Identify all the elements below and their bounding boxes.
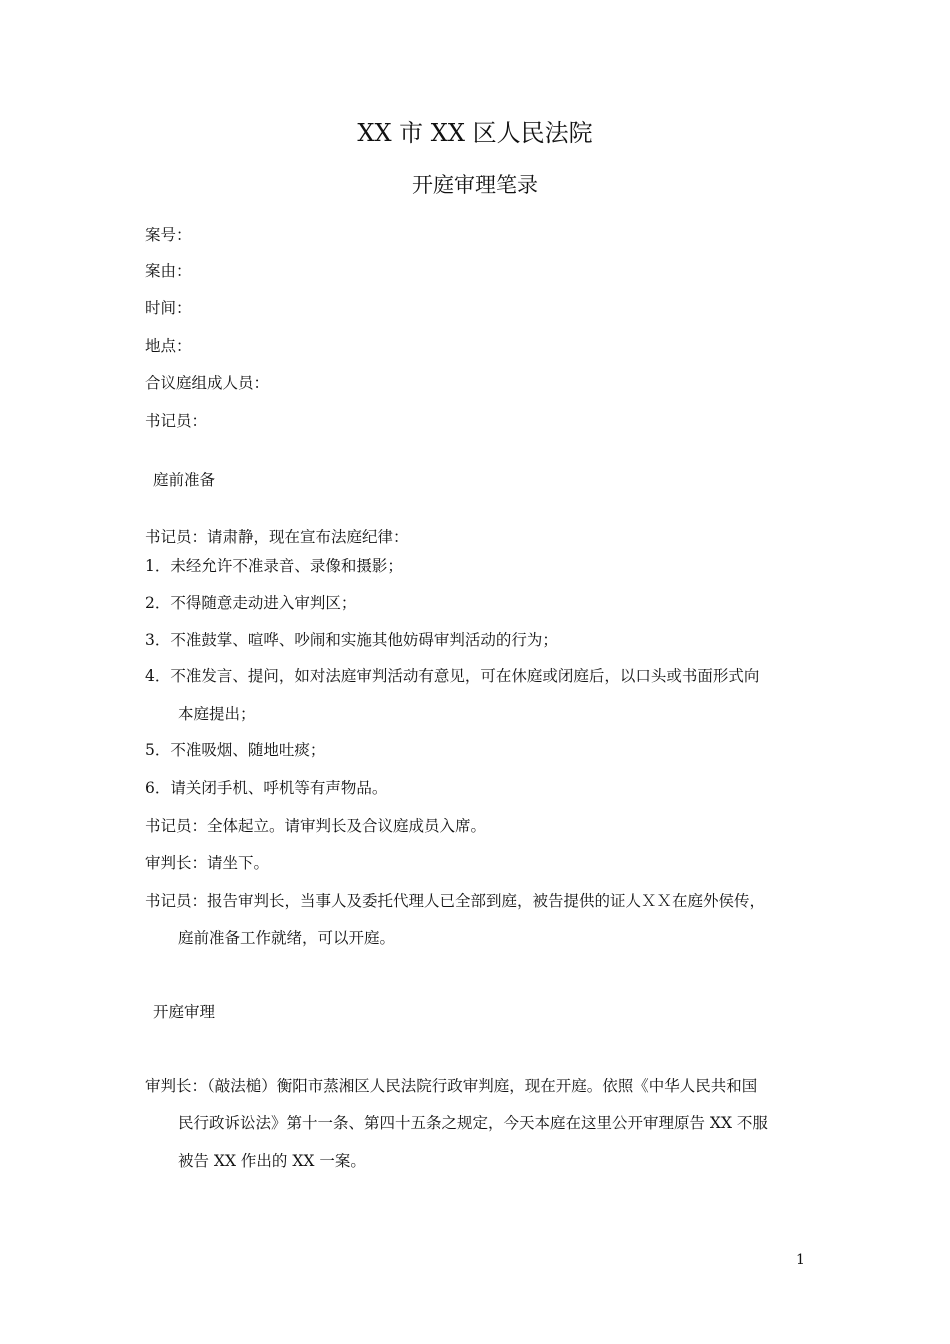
case-number-label: 案号： — [145, 226, 192, 244]
preparation-line-continuation: 庭前准备工作就绪，可以开庭。 — [178, 929, 396, 947]
rule-item-continuation: 本庭提出； — [178, 705, 256, 723]
record-title: 开庭审理笔录 — [412, 173, 538, 197]
rule-item: 1．未经允许不准录音、录像和摄影； — [145, 557, 403, 575]
preparation-line: 书记员：请肃静，现在宣布法庭纪律： — [145, 528, 409, 546]
trial-line: 审判长：（敲法槌）衡阳市蒸湘区人民法院行政审判庭，现在开庭。依照《中华人民共和国 — [145, 1077, 758, 1095]
preparation-line: 书记员：全体起立。请审判长及合议庭成员入席。 — [145, 817, 487, 835]
rule-item: 6．请关闭手机、呼机等有声物品。 — [145, 779, 388, 797]
clerk-label: 书记员： — [145, 412, 208, 430]
rule-item: 3．不准鼓掌、喧哗、吵闹和实施其他妨碍审判活动的行为； — [145, 631, 558, 649]
section-heading-preparation: 庭前准备 — [153, 471, 216, 489]
rule-item: 4．不准发言、提问，如对法庭审判活动有意见，可在休庭或闭庭后，以口头或书面形式向 — [145, 667, 760, 685]
preparation-line: 审判长：请坐下。 — [145, 854, 270, 872]
preparation-line: 书记员：报告审判长，当事人及委托代理人已全部到庭，被告提供的证人ＸＸ在庭外侯传， — [145, 892, 766, 910]
rule-item: 5．不准吸烟、随地吐痰； — [145, 741, 326, 759]
location-label: 地点： — [145, 337, 192, 355]
panel-members-label: 合议庭组成人员： — [145, 374, 270, 392]
court-name: XX 市 XX 区人民法院 — [357, 119, 593, 147]
time-label: 时间： — [145, 299, 192, 317]
page-number: 1 — [796, 1252, 805, 1268]
trial-line-continuation: 民行政诉讼法》第十一条、第四十五条之规定，今天本庭在这里公开审理原告 XX 不服 — [178, 1114, 768, 1132]
trial-line-continuation: 被告 XX 作出的 XX 一案。 — [178, 1152, 366, 1170]
section-heading-trial: 开庭审理 — [153, 1003, 216, 1021]
rule-item: 2．不得随意走动进入审判区； — [145, 594, 357, 612]
case-cause-label: 案由： — [145, 262, 192, 280]
